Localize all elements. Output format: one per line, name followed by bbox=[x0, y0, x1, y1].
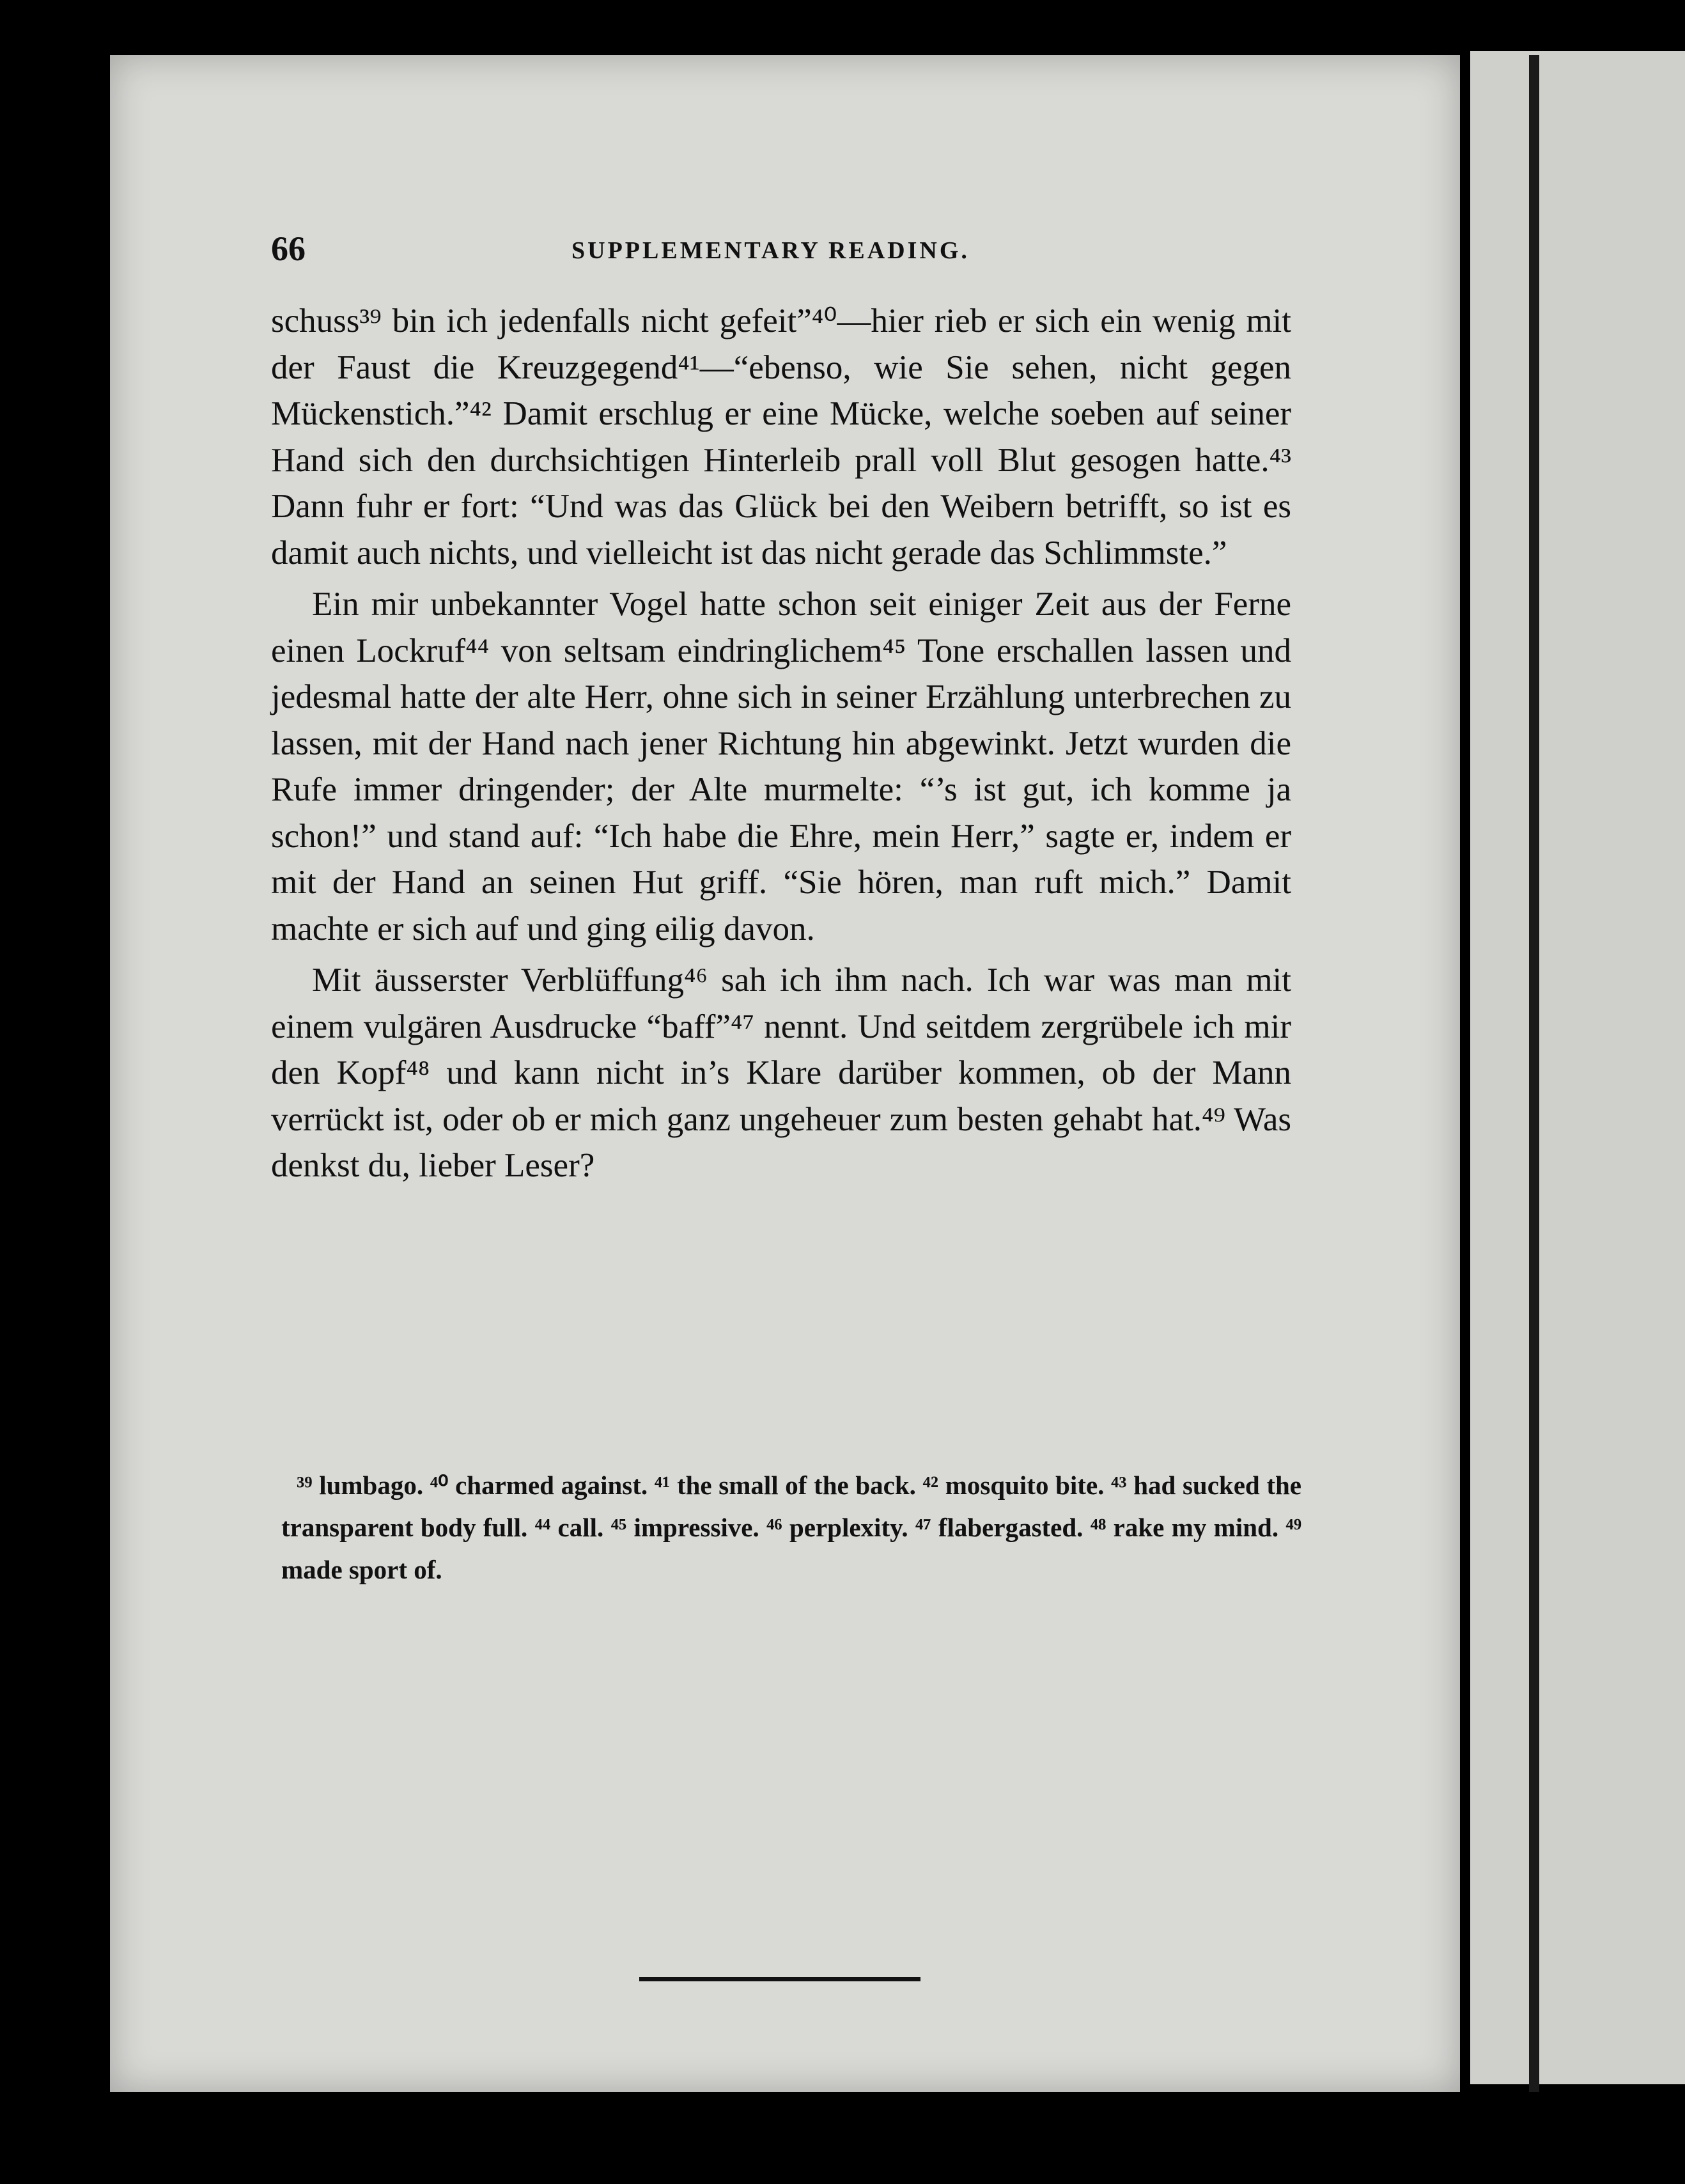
page-gutter-shadow bbox=[1529, 55, 1539, 2092]
adjacent-page-edge bbox=[1470, 51, 1685, 2084]
running-header-title: SUPPLEMENTARY READING. bbox=[571, 237, 970, 264]
footnote-text: ³⁹ lumbago. ⁴⁰ charmed against. ⁴¹ the small of the back. ⁴² mosquito bite. ⁴³ had sucked the transparent body full. ⁴⁴ call. ⁴⁵ impressive. ⁴⁶ perplexity. ⁴⁷ flabergasted. ⁴⁸ rake my mind. ⁴⁹ made sport of. bbox=[281, 1470, 1301, 1584]
footnotes bbox=[281, 1464, 1301, 1591]
body-text bbox=[271, 298, 1291, 1194]
paragraph-bird-call: Ein mir unbekannter Vogel hatte schon seit einiger Zeit aus der Ferne einen Lockruf⁴⁴ von seltsam eindringlichem⁴⁵ Tone erschallen lassen und jedesmal hatte der alte Herr, ohne sich in seiner Erzählung unterbrechen zu lassen, mit der Hand nach jener Richtung hin abgewinkt. Jetzt wurden die Rufe immer dringender; der Alte murmelte: “’s ist gut, ich komme ja schon!” und stand auf: “Ich habe die Ehre, mein Herr,” sagte er, indem er mit der Hand an seinen Hut griff. “Sie hören, man ruft mich.” Damit machte er sich auf und ging eilig davon. bbox=[271, 586, 1291, 948]
paragraph-continuation: schuss³⁹ bin ich jedenfalls nicht gefeit”⁴⁰—hier rieb er sich ein wenig mit der Faust die Kreuzgegend⁴¹—“ebenso, wie Sie sehen, nicht gegen Mückenstich.”⁴² Damit erschlug er eine Mücke, welche soeben auf seiner Hand sich den durchsichtigen Hinterleib prall voll Blut gesogen hatte.⁴³ Dann fuhr er fort: “Und was das Glück bei den Weibern betrifft, so ist es damit auch nichts, und vielleicht ist das nicht gerade das Schlimmste.” bbox=[271, 302, 1291, 572]
page-number: 66 bbox=[271, 230, 306, 268]
end-rule-divider bbox=[639, 1977, 920, 1981]
paragraph-conclusion: Mit äusserster Verblüffung⁴⁶ sah ich ihm nach. Ich war was man mit einem vulgären Ausdrucke “baff”⁴⁷ nennt. Und seitdem zergrübele ich mir den Kopf⁴⁸ und kann nicht in’s Klare darüber kommen, ob der Mann verrückt ist, oder ob er mich ganz ungeheuer zum besten gehabt hat.⁴⁹ Was denkst du, lieber Leser? bbox=[271, 962, 1291, 1184]
running-header bbox=[271, 229, 1304, 274]
